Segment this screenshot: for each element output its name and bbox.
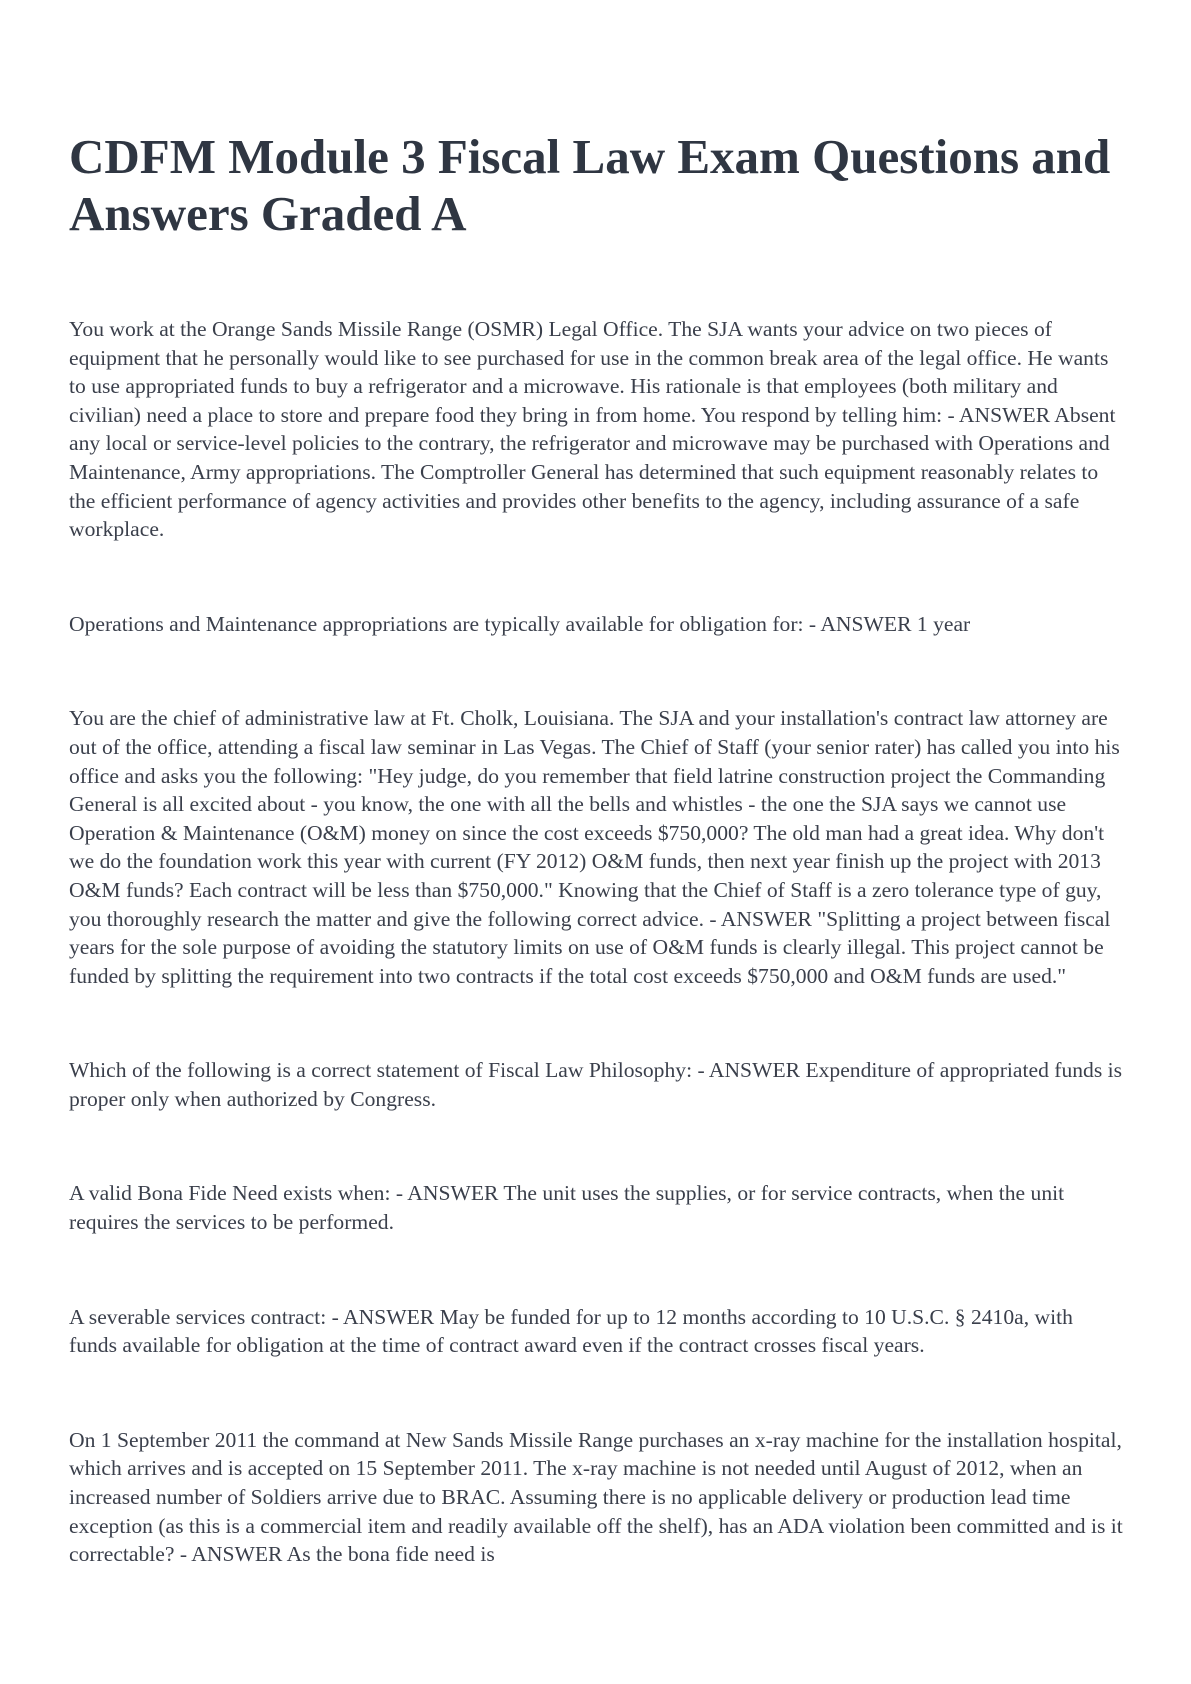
qa-entry: On 1 September 2011 the command at New Sands Missile Range purchases an x-ray machine for the installation hospital, which arrives and is accepted on 15 September 2011. The x-ray machine is not needed until August of 2012, when an increased number of Soldiers arrive due to BRAC. Assuming there is no applicable delivery or production lead time exception (as this is a commercial item and readily available off the shelf), has an ADA violation been committed and is it correctable? - ANSWER As the bona fide need is	[69, 1427, 1123, 1567]
qa-entry: A severable services contract: - ANSWER May be funded for up to 12 months according to 10 U.S.C. § 2410a, with funds available for obligation at the time of contract award even if the contract crosses fiscal years.	[69, 1304, 1073, 1358]
qa-entry: You are the chief of administrative law at Ft. Cholk, Louisiana. The SJA and your installation's contract law attorney are out of the office, attending a fiscal law seminar in Las Vegas. The Chief of Staff (your senior rater) has called you into his office and asks you the following: "Hey judge, do you remember that field latrine construction project the Commanding General is all excited about - you know, the one with all the bells and whistles - the one the SJA says we cannot use Operation & Maintenance (O&M) money on since the cost exceeds $750,000? The old man had a great idea. Why don't we do the foundation work this year with current (FY 2012) O&M funds, then next year finish up the project with 2013 O&M funds? Each contract will be less than $750,000." Knowing that the Chief of Staff is a zero tolerance type of guy, you thoroughly research the matter and give the following correct advice. - ANSWER "Splitting a project between fiscal years for the sole purpose of avoiding the statutory limits on use of O&M funds is clearly illegal. This project cannot be funded by splitting the requirement into two contracts if the total cost exceeds $750,000 and O&M funds are used."	[69, 706, 1120, 988]
document-page	[69, 128, 1125, 1569]
document-title: CDFM Module 3 Fiscal Law Exam Questions and Answers Graded A	[69, 129, 1111, 241]
qa-entry: Operations and Maintenance appropriations are typically available for obligation for: - ANSWER 1 year	[69, 611, 971, 636]
qa-entry: You work at the Orange Sands Missile Range (OSMR) Legal Office. The SJA wants your advice on two pieces of equipment that he personally would like to see purchased for use in the common break area of the legal office. He wants to use appropriated funds to buy a refrigerator and a microwave. His rationale is that employees (both military and civilian) need a place to store and prepare food they bring in from home. You respond by telling him: - ANSWER Absent any local or service-level policies to the contrary, the refrigerator and microwave may be purchased with Operations and Maintenance, Army appropriations. The Comptroller General has determined that such equipment reasonably relates to the efficient performance of agency activities and provides other benefits to the agency, including assurance of a safe workplace.	[69, 317, 1116, 542]
qa-entry: Which of the following is a correct statement of Fiscal Law Philosophy: - ANSWER Expenditure of appropriated funds is proper only when authorized by Congress.	[69, 1058, 1123, 1111]
qa-entry: A valid Bona Fide Need exists when: - ANSWER The unit uses the supplies, or for service contracts, when the unit requires the services to be performed.	[69, 1181, 1065, 1235]
